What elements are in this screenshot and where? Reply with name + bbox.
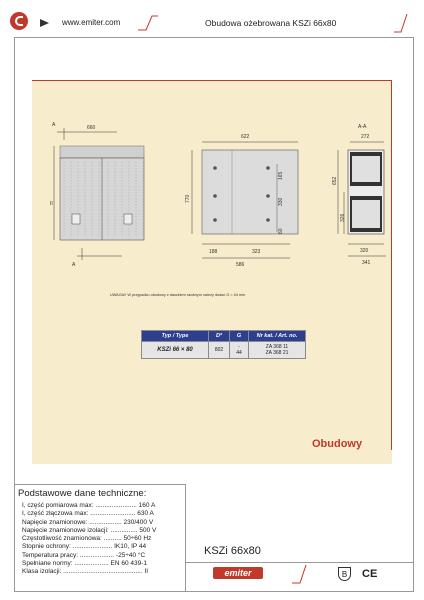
- middle-view: [185, 134, 298, 268]
- header-corner-slash: [392, 12, 410, 34]
- tech-line: I, część pomiarowa max: ....................... 160 A: [22, 502, 156, 509]
- tech-line: Temperatura pracy: ................... -25÷40 °C: [22, 551, 146, 559]
- footer-slash: [290, 563, 310, 585]
- website-url[interactable]: www.emiter.com: [62, 18, 121, 27]
- warning-note: UWAGA!! W przypadku obudowy z daszkiem skośnym należy dodać G = 44 mm: [110, 293, 246, 297]
- section-top-label: 272: [361, 134, 370, 140]
- section-label-bottom: A: [72, 262, 76, 268]
- front-view: [50, 122, 144, 268]
- mounting-hole: [213, 194, 217, 198]
- section-title: A-A: [358, 124, 367, 130]
- tech-line: I, część złączowa max: ......................... 630 A: [22, 510, 154, 518]
- mounting-hole: [266, 194, 270, 198]
- section-b1: 320: [360, 248, 369, 254]
- cell-g-bottom: 44: [236, 350, 242, 356]
- page-title: Obudowa ożebrowana KSZi 66x80: [205, 18, 337, 28]
- emiter-logo-mark: [10, 12, 28, 30]
- spec-table: [141, 330, 306, 359]
- tech-line: Napięcie znamionowe: .................. 230/400 V: [22, 518, 154, 526]
- cell-art: [249, 342, 306, 359]
- section-inner-label: 326: [340, 213, 346, 222]
- cell-g-top: -: [238, 344, 240, 350]
- header-arrow-icon: [40, 19, 49, 27]
- emiter-logo: emiter: [213, 567, 263, 579]
- model-label: KSZi 66x80: [204, 545, 261, 557]
- tech-line: Spełniane normy: ................... EN 60 439-1: [22, 560, 148, 568]
- tech-line: Klasa izolacji: ............................................ II: [22, 568, 149, 576]
- section-height-label: 652: [332, 176, 338, 185]
- cell-art-bottom: ZA 368 21: [265, 350, 289, 356]
- dim-60: 60: [278, 228, 284, 234]
- mounting-hole: [213, 166, 217, 170]
- col-type: Typ / Type: [142, 331, 209, 342]
- b-cert-icon: B: [338, 567, 351, 581]
- mounting-hole: [266, 218, 270, 222]
- technical-drawing: [32, 120, 392, 270]
- cell-g: [230, 342, 249, 359]
- table-row: [142, 342, 306, 359]
- middle-height-label: 770: [185, 194, 191, 203]
- dim-586: 586: [236, 262, 245, 268]
- front-width-label: 660: [87, 125, 96, 131]
- col-art: Nr kat. / Art. no.: [249, 331, 306, 342]
- tech-data-list: [22, 502, 156, 577]
- cell-art-top: ZA 368 11: [265, 344, 289, 350]
- side-label: II: [50, 201, 53, 207]
- section-label-top: A: [52, 122, 56, 128]
- tech-line: Napięcie znamionowe izolacji: ............... 500 V: [22, 526, 157, 534]
- section-view: [332, 124, 386, 266]
- dim-330: 330: [278, 197, 284, 206]
- header-divider-slash: [136, 14, 160, 32]
- mounting-hole: [213, 218, 217, 222]
- tech-line: Częstotliwość znamionowa: .......... 50÷60 Hz: [22, 535, 152, 543]
- tech-data-title: Podstawowe dane techniczne:: [18, 488, 147, 499]
- cell-type: KSZi 66 × 80: [142, 342, 209, 359]
- middle-width-label: 622: [241, 134, 250, 140]
- tech-line: Stopnie ochrony: ...................... IK10, IP 44: [22, 543, 147, 551]
- col-d: D*: [209, 331, 230, 342]
- red-top-line: [32, 80, 392, 81]
- section-b2: 341: [362, 260, 371, 266]
- dim-165: 165: [278, 171, 284, 180]
- ce-mark: CE: [362, 568, 378, 580]
- cell-d: 802: [209, 342, 230, 359]
- mounting-hole: [266, 166, 270, 170]
- dim-323: 323: [252, 249, 261, 255]
- category-label: Obudowy: [312, 438, 363, 450]
- dim-188: 188: [209, 249, 218, 255]
- col-g: G: [230, 331, 249, 342]
